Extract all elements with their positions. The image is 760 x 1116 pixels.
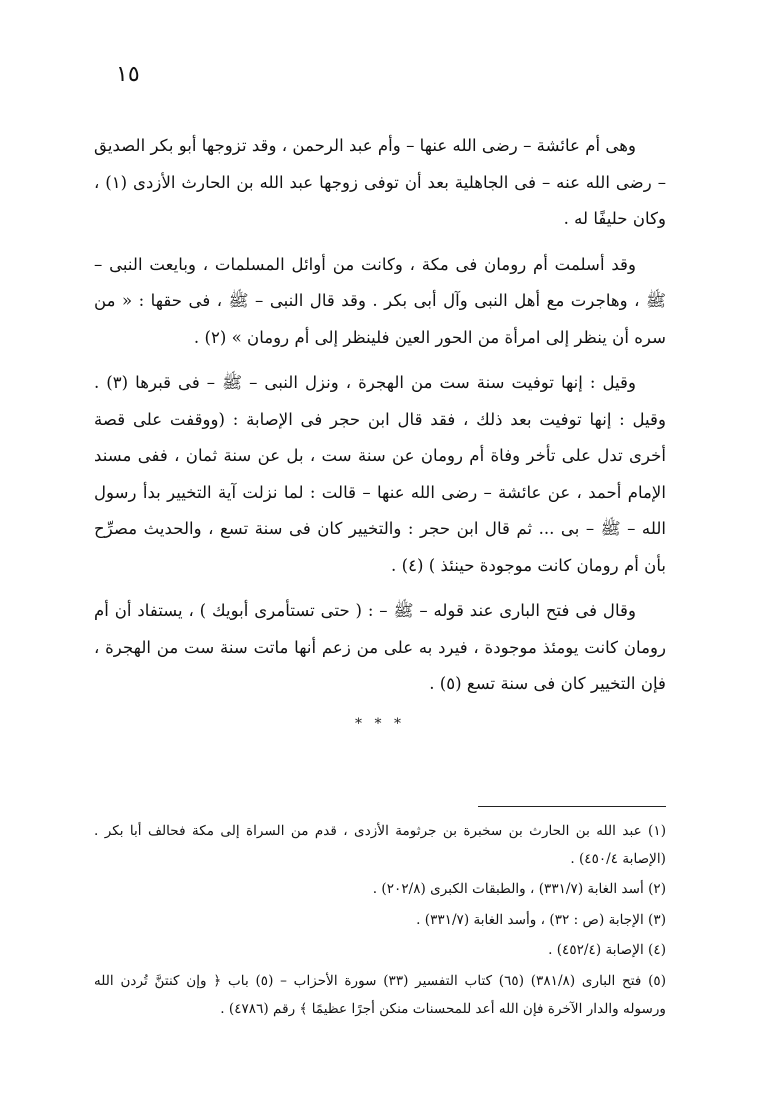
- paragraph-4: وقال فى فتح البارى عند قوله – ﷺ – : ( حتى تستأمرى أبويك ) ، يستفاد أن أم رومان كانت يومئذ موجودة ، فيرد به على من زعم أنها ماتت سنة ست من الهجرة ، فإن التخيير كان فى سنة تسع (٥) .: [94, 601, 666, 693]
- footnote-4: (٤) الإصابة (٤٥٢/٤) .: [548, 942, 666, 959]
- section-separator: * * *: [355, 716, 405, 732]
- paragraph-2: وقد أسلمت أم رومان فى مكة ، وكانت من أوائل المسلمات ، وبايعت النبى – ﷺ ، وهاجرت مع أهل النبى وآل أبى بكر . وقد قال النبى – ﷺ ، فى حقها : « من سره أن ينظر إلى امرأة من الحور العين فلينظر إلى أم رومان » (٢) .: [94, 254, 666, 347]
- footnote-2: (٢) أسد الغابة (٣٣١/٧) ، والطبقات الكبرى (٢٠٢/٨) .: [372, 881, 666, 898]
- paragraph-3: وقيل : إنها توفيت سنة ست من الهجرة ، ونزل النبى – ﷺ – فى قبرها (٣) . وقيل : إنها توفيت بعد ذلك ، فقد قال ابن حجر فى الإصابة : (ووقفت على قصة أخرى تدل على تأخر وفاة أم رومان عن سنة ست ، بل عن سنة ثمان ، ففى مسند الإمام أحمد ، عن عائشة – رضى الله عنها – قالت : لما نزلت آية التخيير بدأ رسول الله – ﷺ – بى ... ثم قال ابن حجر : والتخيير كان فى سنة تسع ، والحديث مصرِّح بأن أم رومان كانت موجودة حينئذ ) (٤) .: [94, 373, 666, 575]
- footnote-1: (١) عبد الله بن الحارث بن سخبرة بن جرثومة الأزدى ، قدم من السراة إلى مكة فحالف أبا بكر . (الإصابة ٤٥٠/٤) .: [94, 823, 666, 867]
- footnote-3: (٣) الإجابة (ص : ٣٢) ، وأسد الغابة (٣٣١/٧) .: [416, 911, 666, 928]
- footnote-5: (٥) فتح البارى (٣٨١/٨) (٦٥) كتاب التفسير (٣٣) سورة الأحزاب – (٥) باب ﴿ وإن كنتنَّ تُردن الله ورسوله والدار الآخرة فإن الله أعد للمحسنات منكن أجرًا عظيمًا ﴾ رقم (٤٧٨٦) .: [94, 972, 667, 1017]
- footnote-divider: [478, 806, 666, 807]
- body-text: [94, 128, 666, 712]
- page-number: ١٥: [116, 62, 140, 87]
- footnotes: [94, 818, 666, 1026]
- paragraph-1: وهى أم عائشة – رضى الله عنها – وأم عبد الرحمن ، وقد تزوجها أبو بكر الصديق – رضى الله عنه – فى الجاهلية بعد أن توفى زوجها عبد الله بن الحارث الأزدى (١) ، وكان حليفًا له .: [94, 136, 666, 228]
